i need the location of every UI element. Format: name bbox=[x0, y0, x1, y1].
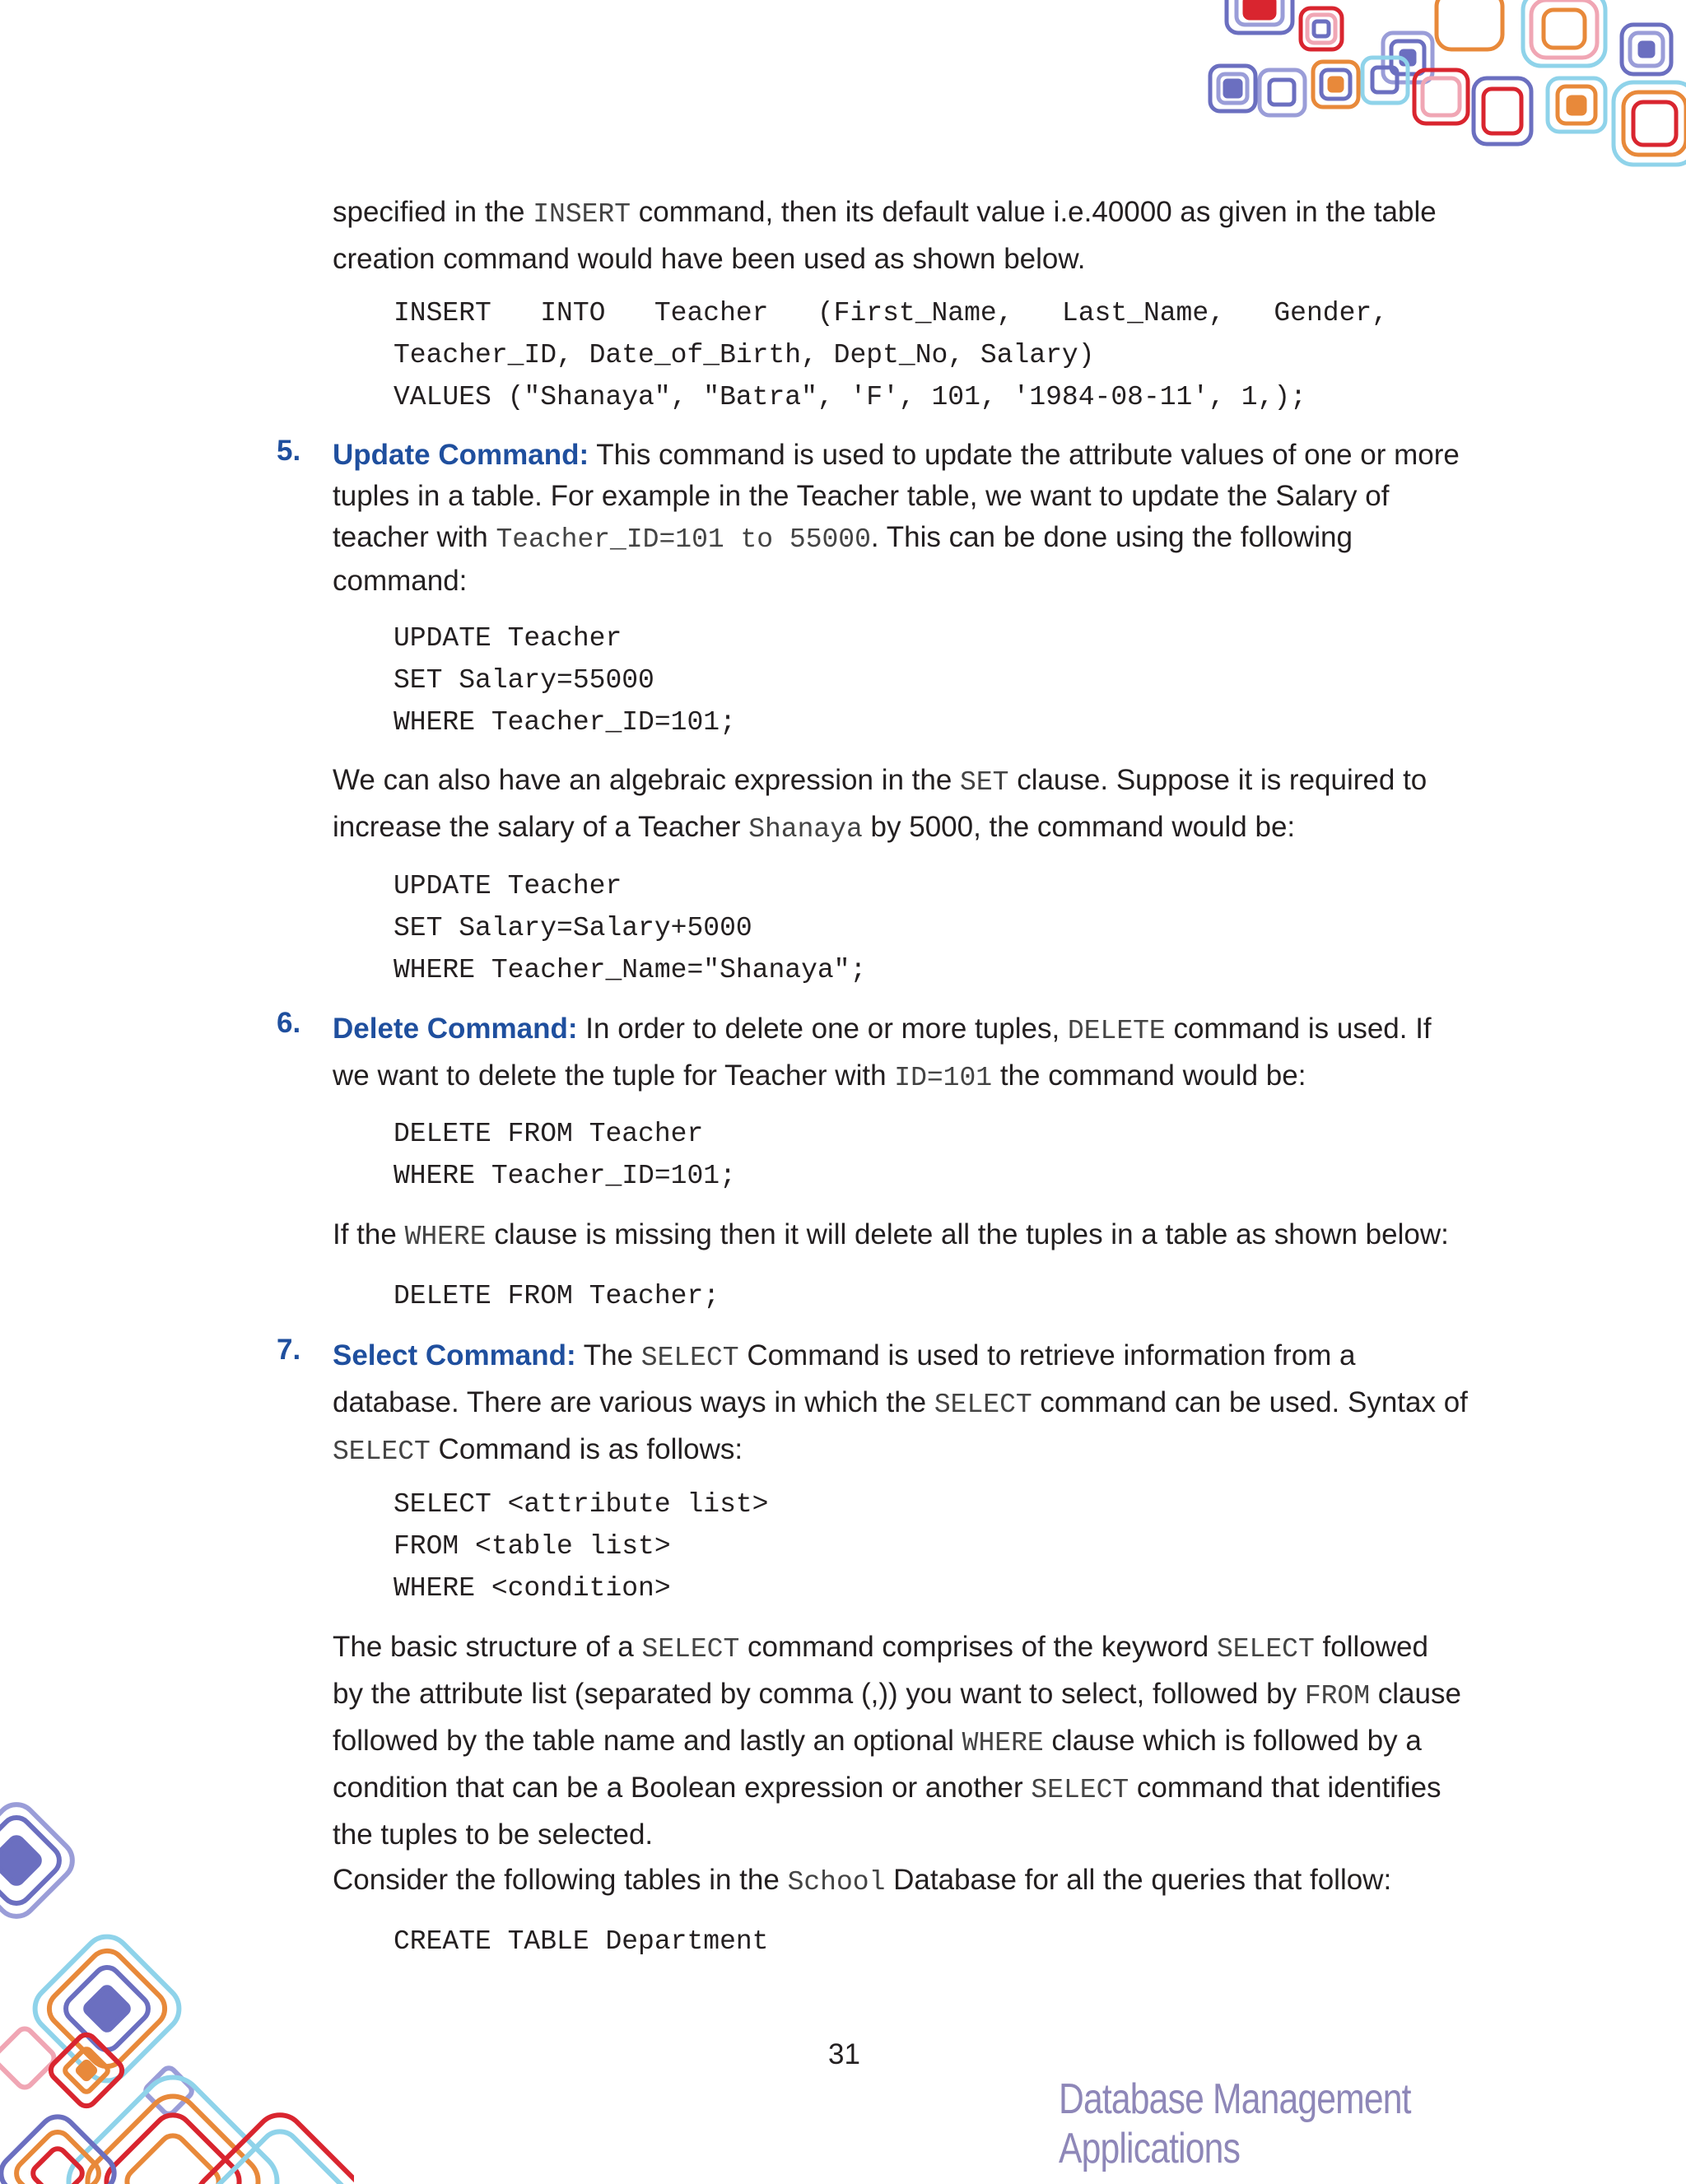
text: . This can be done using the following bbox=[870, 521, 1353, 553]
text: command can be used. Syntax of bbox=[1032, 1386, 1468, 1418]
code-block-update bbox=[394, 617, 736, 743]
inline-code: School bbox=[787, 1867, 886, 1898]
code-block-delete bbox=[394, 1113, 736, 1197]
text: This command is used to update the attribute values of one or more bbox=[589, 439, 1460, 471]
text: command is used. If bbox=[1165, 1013, 1432, 1045]
decorative-squares-bottom bbox=[0, 1786, 354, 2184]
item-number-6: 6. bbox=[277, 1007, 301, 1039]
structure-line-5: the tuples to be selected. bbox=[333, 1818, 654, 1851]
text: followed bbox=[1314, 1631, 1428, 1663]
code-line: WHERE Teacher_ID=101; bbox=[394, 707, 736, 738]
section-heading: Delete Command: bbox=[333, 1013, 578, 1045]
item-5-line-1 bbox=[333, 435, 1490, 476]
structure-line-3 bbox=[333, 1719, 1490, 1766]
section-heading: Update Command: bbox=[333, 439, 589, 471]
item-7-line-3 bbox=[333, 1427, 1490, 1474]
consider-line bbox=[333, 1858, 1490, 1905]
text: by the attribute list (separated by comma (,)) you want to select, followed by bbox=[333, 1678, 1305, 1710]
text: clause which is followed by a bbox=[1043, 1725, 1422, 1757]
intro-line-2: creation command would have been used as shown below. bbox=[333, 243, 1086, 275]
item-5-line-2: tuples in a table. For example in the Teacher table, we want to update the Salary of bbox=[333, 480, 1390, 512]
text: followed by the table name and lastly an optional bbox=[333, 1725, 962, 1757]
structure-line-4 bbox=[333, 1766, 1490, 1813]
code-block-create-table bbox=[394, 1921, 768, 1963]
item-7-paragraph bbox=[333, 1334, 1490, 1474]
structure-line-1 bbox=[333, 1625, 1490, 1672]
text: The basic structure of a bbox=[333, 1631, 642, 1663]
inline-code: Shanaya bbox=[748, 814, 863, 845]
set-clause-paragraph bbox=[333, 758, 1490, 852]
text: condition that can be a Boolean expression or another bbox=[333, 1772, 1032, 1804]
text: database. There are various ways in which the bbox=[333, 1386, 934, 1418]
text: clause. Suppose it is required to bbox=[1008, 764, 1428, 796]
set-line-2 bbox=[333, 805, 1490, 852]
text: Command is as follows: bbox=[430, 1433, 743, 1465]
where-clause-paragraph bbox=[333, 1213, 1490, 1260]
text: Consider the following tables in the bbox=[333, 1864, 788, 1896]
inline-code: SELECT bbox=[333, 1437, 431, 1467]
text: clause is missing then it will delete all the tuples in a table as shown below: bbox=[486, 1218, 1449, 1250]
decorative-squares-top bbox=[1194, 0, 1686, 173]
code-line: CREATE TABLE Department bbox=[394, 1926, 769, 1957]
text: the command would be: bbox=[992, 1059, 1306, 1092]
code-line: DELETE FROM Teacher bbox=[394, 1119, 704, 1149]
item-7-line-1 bbox=[333, 1334, 1490, 1381]
inline-code: SELECT bbox=[1216, 1634, 1315, 1665]
item-5-line-3 bbox=[333, 517, 1490, 561]
intro-paragraph bbox=[333, 190, 1490, 282]
code-block-select-syntax bbox=[394, 1483, 768, 1609]
intro-line-1 bbox=[333, 190, 1490, 237]
code-line: FROM <table list> bbox=[394, 1531, 671, 1562]
text: If the bbox=[333, 1218, 405, 1250]
inline-code: SELECT bbox=[1031, 1775, 1129, 1805]
inline-code: SELECT bbox=[640, 1343, 739, 1373]
item-5-line-4: command: bbox=[333, 565, 468, 597]
code-line: UPDATE Teacher bbox=[394, 623, 622, 654]
section-heading: Select Command: bbox=[333, 1339, 576, 1371]
text: In order to delete one or more tuples, bbox=[577, 1013, 1068, 1045]
item-6-paragraph bbox=[333, 1007, 1490, 1101]
code-block-delete-all bbox=[394, 1275, 720, 1317]
inline-code: WHERE bbox=[404, 1222, 487, 1252]
text: increase the salary of a Teacher bbox=[333, 811, 749, 843]
structure-line-2 bbox=[333, 1672, 1490, 1719]
consider-paragraph bbox=[333, 1858, 1490, 1905]
code-line: Teacher_ID, Date_of_Birth, Dept_No, Salary) bbox=[394, 340, 1095, 370]
text: command comprises of the keyword bbox=[739, 1631, 1217, 1663]
item-5-paragraph bbox=[333, 435, 1490, 602]
set-line-1 bbox=[333, 758, 1490, 805]
inline-code: INSERT bbox=[533, 199, 631, 230]
code-line: WHERE <condition> bbox=[394, 1573, 671, 1604]
text: Command is used to retrieve information from a bbox=[738, 1339, 1356, 1371]
inline-code: SELECT bbox=[641, 1634, 740, 1665]
code-line: VALUES ("Shanaya", "Batra", 'F', 101, '1984-08-11', 1,); bbox=[394, 382, 1306, 412]
text: clause bbox=[1370, 1678, 1461, 1710]
code-line: SET Salary=55000 bbox=[394, 665, 654, 696]
code-line: SET Salary=Salary+5000 bbox=[394, 913, 752, 943]
inline-code: DELETE bbox=[1067, 1016, 1166, 1046]
code-line: INSERT INTO Teacher (First_Name, Last_Name, Gender, bbox=[394, 298, 1388, 328]
item-6-line-2 bbox=[333, 1054, 1490, 1101]
select-structure-paragraph bbox=[333, 1625, 1490, 1857]
code-line: UPDATE Teacher bbox=[394, 871, 622, 901]
text: We can also have an algebraic expression in the bbox=[333, 764, 961, 796]
code-line: WHERE Teacher_Name="Shanaya"; bbox=[394, 955, 867, 985]
inline-code: ID=101 bbox=[894, 1063, 993, 1093]
text: teacher with bbox=[333, 521, 496, 553]
inline-code: Teacher_ID=101 to 55000 bbox=[496, 524, 871, 555]
text: we want to delete the tuple for Teacher with bbox=[333, 1059, 895, 1092]
code-line: SELECT <attribute list> bbox=[394, 1489, 769, 1520]
text: specified in the bbox=[333, 196, 533, 228]
where-line bbox=[333, 1213, 1490, 1260]
item-7-line-2 bbox=[333, 1381, 1490, 1427]
text: The bbox=[575, 1339, 641, 1371]
code-block-update-expression bbox=[394, 865, 866, 991]
code-line: WHERE Teacher_ID=101; bbox=[394, 1161, 736, 1191]
inline-code: SET bbox=[960, 767, 1009, 798]
item-number-7: 7. bbox=[277, 1334, 301, 1366]
footer-title: Database Management Applications bbox=[1059, 2075, 1411, 2172]
item-6-line-1 bbox=[333, 1007, 1490, 1054]
inline-code: FROM bbox=[1304, 1681, 1371, 1711]
text: command, then its default value i.e.40000 as given in the table bbox=[631, 196, 1437, 228]
code-line: DELETE FROM Teacher; bbox=[394, 1281, 720, 1311]
inline-code: SELECT bbox=[934, 1390, 1032, 1420]
page-number: 31 bbox=[828, 2038, 860, 2070]
inline-code: WHERE bbox=[962, 1728, 1044, 1758]
text: by 5000, the command would be: bbox=[862, 811, 1296, 843]
item-number-5: 5. bbox=[277, 435, 301, 467]
code-block-insert bbox=[394, 292, 1488, 418]
text: command that identifies bbox=[1129, 1772, 1441, 1804]
text: Database for all the queries that follow: bbox=[885, 1864, 1392, 1896]
